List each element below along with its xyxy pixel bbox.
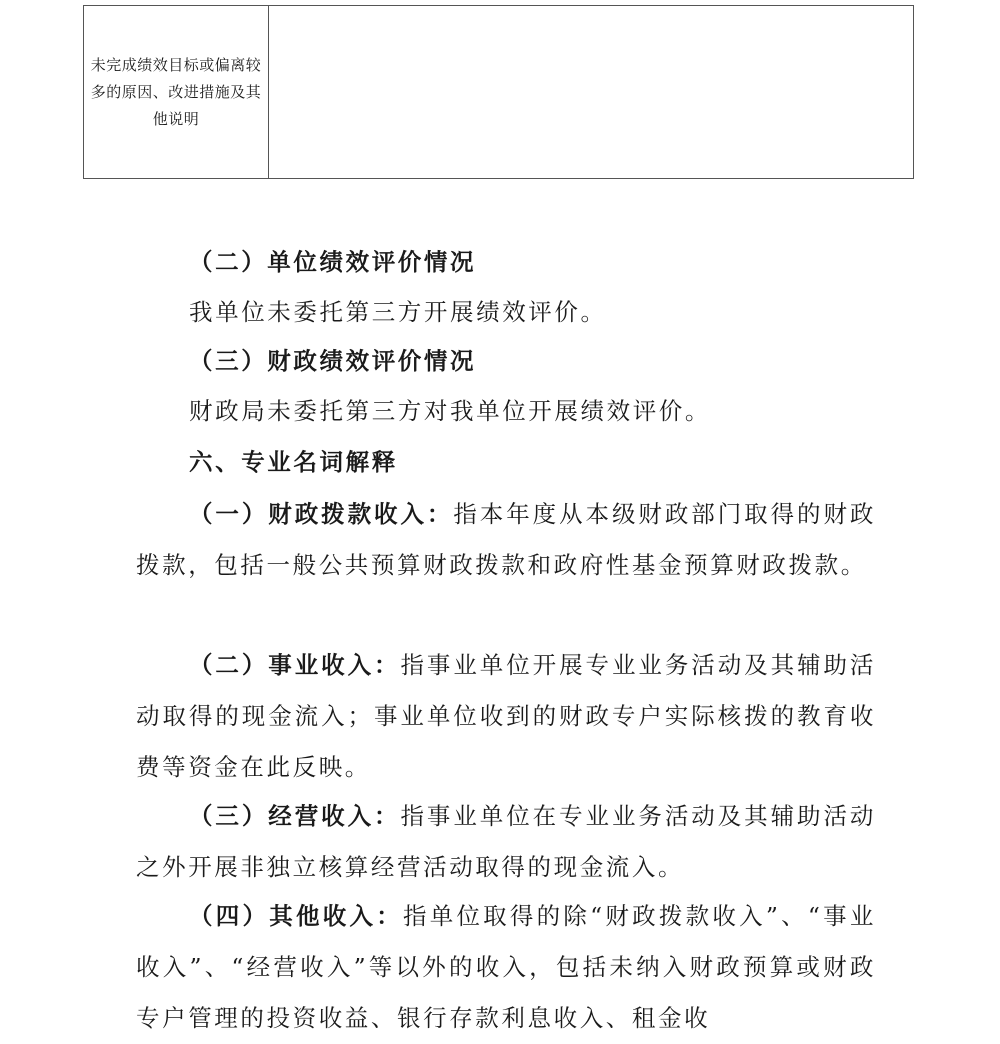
glossary-heading	[136, 437, 876, 488]
finance-eval-text: 财政局未委托第三方对我单位开展绩效评价。	[189, 397, 711, 425]
glossary-item-1	[136, 489, 876, 591]
table-label-cell: 未完成绩效目标或偏离较多的原因、改进措施及其他说明	[84, 6, 269, 178]
glossary-definition: 指单位取得的除“财政拨款收入”、“事业收入”、“经营收入”等以外的收入，包括未纳入财政预算或财政专户管理的投资收益、银行存款利息收入、租金收	[136, 902, 876, 1032]
finance-eval-heading	[136, 336, 876, 387]
unit-eval-heading-text: （二）单位绩效评价情况	[189, 248, 477, 276]
explanation-table	[83, 5, 914, 179]
unit-eval-text: 我单位未委托第三方开展绩效评价。	[189, 298, 607, 326]
unit-eval-heading	[136, 237, 876, 288]
glossary-term: （三）经营收入：	[189, 802, 401, 830]
glossary-term: （一）财政拨款收入：	[189, 500, 454, 528]
glossary-item-3	[136, 791, 876, 893]
glossary-item-2	[136, 640, 876, 793]
finance-eval-paragraph	[136, 386, 876, 437]
table-value-cell	[269, 6, 913, 178]
finance-eval-heading-text: （三）财政绩效评价情况	[189, 347, 477, 375]
glossary-definition: 指事业单位在专业业务活动及其辅助活动之外开展非独立核算经营活动取得的现金流入。	[136, 802, 876, 881]
glossary-term: （二）事业收入：	[189, 651, 401, 679]
glossary-item-4	[136, 891, 876, 1044]
glossary-term: （四）其他收入：	[189, 902, 403, 930]
glossary-definition: 指本年度从本级财政部门取得的财政拨款，包括一般公共预算财政拨款和政府性基金预算财政拨款。	[136, 500, 876, 579]
glossary-heading-text: 六、专业名词解释	[189, 448, 398, 476]
unit-eval-paragraph	[136, 287, 876, 338]
glossary-definition: 指事业单位开展专业业务活动及其辅助活动取得的现金流入；事业单位收到的财政专户实际核拨的教育收费等资金在此反映。	[136, 651, 876, 781]
